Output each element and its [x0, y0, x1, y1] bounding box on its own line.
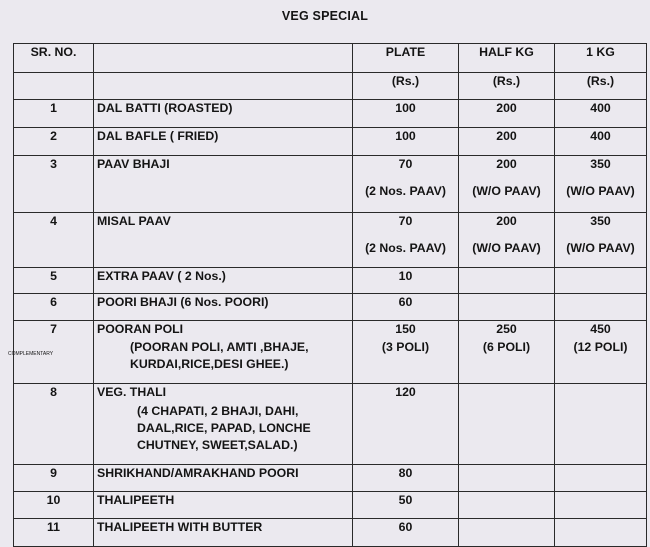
- plate-price: 80: [353, 465, 459, 492]
- table-row: [14, 213, 647, 268]
- sr-number: 7: [50, 322, 57, 336]
- table-row: [14, 294, 647, 321]
- item-detail: KURDAI,RICE,DESI GHEE.): [130, 357, 289, 371]
- plate-price: 120: [353, 384, 459, 465]
- plate-price-cell: [353, 321, 459, 384]
- half-kg-note: (W/O PAAV): [472, 184, 541, 198]
- half-kg-price: 200: [496, 157, 517, 171]
- plate-header: PLATE: [353, 44, 459, 73]
- item-detail: DAAL,RICE, PAPAD, LONCHE: [137, 421, 311, 435]
- plate-price: 60: [353, 294, 459, 321]
- item-detail: (POORAN POLI, AMTI ,BHAJE,: [130, 340, 309, 354]
- complementary-note: COMPLEMENTARY: [8, 351, 54, 357]
- sr-number: 5: [14, 268, 94, 294]
- one-kg-price-cell: [555, 213, 647, 268]
- plate-note: (2 Nos. PAAV): [365, 184, 446, 198]
- table-row: [14, 156, 647, 213]
- one-kg-price-empty: [555, 268, 647, 294]
- sr-number: 11: [14, 519, 94, 547]
- sr-number: 6: [14, 294, 94, 321]
- item-name: MISAL PAAV: [94, 213, 353, 268]
- plate-price: 10: [353, 268, 459, 294]
- half-kg-price: 250: [496, 322, 517, 336]
- sr-no-header: SR. NO.: [14, 44, 94, 73]
- half-kg-price-empty: [459, 492, 555, 519]
- sr-number: 4: [14, 213, 94, 268]
- half-kg-note: (W/O PAAV): [472, 241, 541, 255]
- half-kg-unit: (Rs.): [459, 73, 555, 100]
- half-kg-price-cell: [459, 213, 555, 268]
- one-kg-price: 350: [590, 157, 611, 171]
- one-kg-note: (12 POLI): [573, 340, 628, 354]
- half-kg-price-empty: [459, 465, 555, 492]
- one-kg-header: 1 KG: [555, 44, 647, 73]
- table-row: [14, 321, 647, 384]
- header-row: [14, 44, 647, 73]
- plate-price: 70: [398, 214, 413, 228]
- one-kg-price-cell: [555, 321, 647, 384]
- one-kg-price-empty: [555, 519, 647, 547]
- half-kg-price: 200: [459, 100, 555, 128]
- half-kg-note: (6 POLI): [482, 340, 531, 354]
- page-title: VEG SPECIAL: [281, 9, 369, 23]
- half-kg-price: 200: [459, 128, 555, 156]
- item-detail: CHUTNEY, SWEET,SALAD.): [137, 438, 298, 452]
- plate-price-cell: [353, 213, 459, 268]
- one-kg-price-empty: [555, 384, 647, 465]
- plate-price: 70: [398, 157, 413, 171]
- sr-number: 1: [14, 100, 94, 128]
- item-header: [94, 44, 353, 73]
- plate-unit: (Rs.): [353, 73, 459, 100]
- item-name: EXTRA PAAV ( 2 Nos.): [94, 268, 353, 294]
- sr-number-cell: [8, 321, 94, 384]
- unit-cell-empty: [94, 73, 353, 100]
- half-kg-price-empty: [459, 384, 555, 465]
- item-name: VEG. THALI: [97, 385, 167, 399]
- one-kg-note: (W/O PAAV): [566, 241, 635, 255]
- item-name: DAL BATTI (ROASTED): [94, 100, 353, 128]
- item-name: DAL BAFLE ( FRIED): [94, 128, 353, 156]
- half-kg-price-empty: [459, 294, 555, 321]
- item-name: PAAV BHAJI: [94, 156, 353, 213]
- plate-price: 100: [353, 100, 459, 128]
- plate-price: 100: [353, 128, 459, 156]
- price-table: [8, 43, 647, 547]
- item-detail: (4 CHAPATI, 2 BHAJI, DAHI,: [137, 404, 299, 418]
- one-kg-price: 400: [555, 128, 647, 156]
- item-name: THALIPEETH WITH BUTTER: [94, 519, 353, 547]
- sr-number: 9: [14, 465, 94, 492]
- one-kg-price: 350: [590, 214, 611, 228]
- item-name: THALIPEETH: [94, 492, 353, 519]
- table-row: [14, 492, 647, 519]
- half-kg-price-empty: [459, 519, 555, 547]
- one-kg-price-cell: [555, 156, 647, 213]
- sr-number: 8: [14, 384, 94, 465]
- plate-price: 50: [353, 492, 459, 519]
- sr-number: 3: [14, 156, 94, 213]
- plate-price: 60: [353, 519, 459, 547]
- table-row: [14, 268, 647, 294]
- half-kg-header: HALF KG: [459, 44, 555, 73]
- half-kg-price-empty: [459, 268, 555, 294]
- unit-cell-empty: [14, 73, 94, 100]
- half-kg-price-cell: [459, 321, 555, 384]
- one-kg-price-empty: [555, 492, 647, 519]
- item-name-cell: [94, 384, 353, 465]
- table-row: [14, 100, 647, 128]
- item-name-cell: [94, 321, 353, 384]
- plate-price-cell: [353, 156, 459, 213]
- table-row: [14, 519, 647, 547]
- item-name: POORAN POLI: [97, 322, 184, 336]
- sr-number: 10: [14, 492, 94, 519]
- one-kg-price-empty: [555, 465, 647, 492]
- plate-price: 150: [395, 322, 416, 336]
- half-kg-price-cell: [459, 156, 555, 213]
- unit-row: [14, 73, 647, 100]
- table-row: [14, 384, 647, 465]
- one-kg-price: 450: [590, 322, 611, 336]
- table-row: [14, 128, 647, 156]
- plate-note: (2 Nos. PAAV): [365, 241, 446, 255]
- one-kg-price: 400: [555, 100, 647, 128]
- one-kg-unit: (Rs.): [555, 73, 647, 100]
- half-kg-price: 200: [496, 214, 517, 228]
- one-kg-price-empty: [555, 294, 647, 321]
- table-row: [14, 465, 647, 492]
- one-kg-note: (W/O PAAV): [566, 184, 635, 198]
- item-name: SHRIKHAND/AMRAKHAND POORI: [94, 465, 353, 492]
- plate-note: (3 POLI): [381, 340, 430, 354]
- sr-number: 2: [14, 128, 94, 156]
- item-name: POORI BHAJI (6 Nos. POORI): [94, 294, 353, 321]
